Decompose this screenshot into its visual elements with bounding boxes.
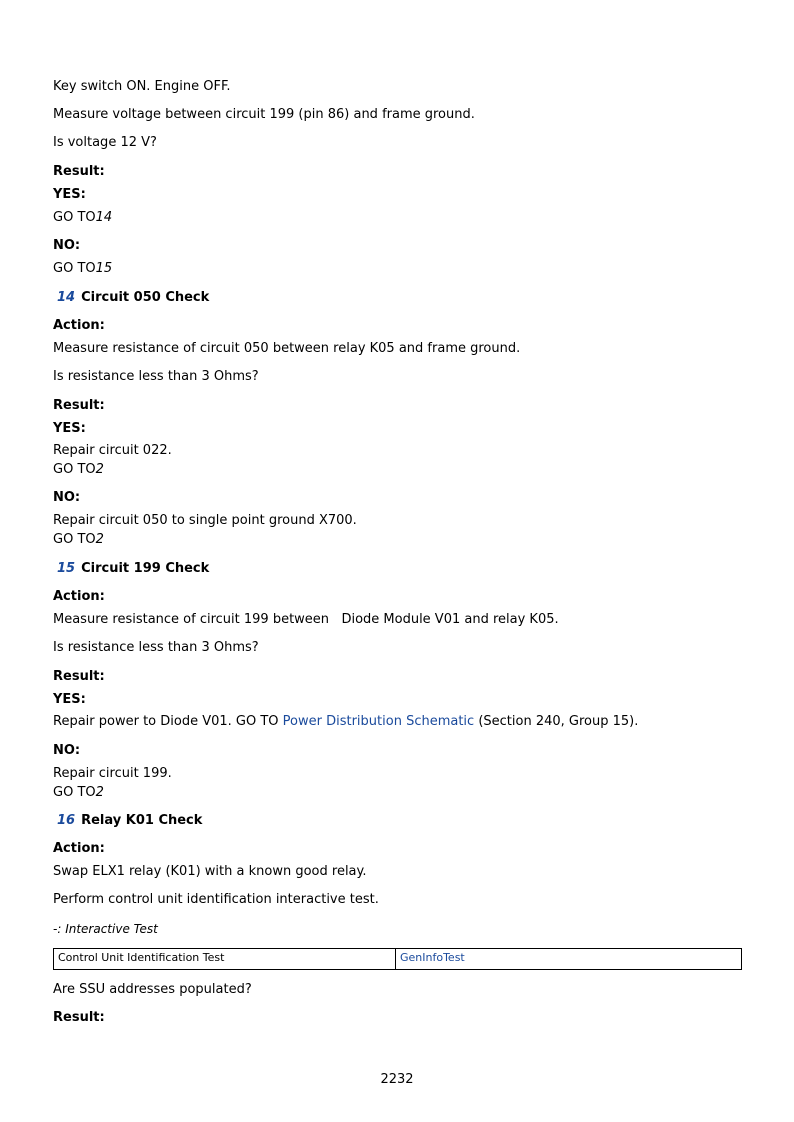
- result-heading: Result:: [53, 669, 105, 684]
- test-name-cell: Control Unit Identification Test: [54, 949, 396, 969]
- no-label: NO:: [53, 743, 81, 758]
- yes-goto: [53, 461, 104, 479]
- step-16-heading: [53, 812, 202, 830]
- action-perform-test: Perform control unit identification interactive test.: [53, 892, 379, 907]
- yes-label: YES:: [53, 187, 86, 202]
- instruction-key-switch: Key switch ON. Engine OFF.: [53, 79, 231, 94]
- yes-label: YES:: [53, 692, 86, 707]
- page-number: 2232: [380, 1072, 414, 1087]
- yes-goto: [53, 209, 112, 227]
- yes-label: YES:: [53, 421, 86, 436]
- yes-text-post: (Section 240, Group 15).: [474, 714, 639, 729]
- result-heading: Result:: [53, 164, 105, 179]
- goto-target-link[interactable]: 2: [95, 532, 104, 547]
- step-number: 16: [57, 813, 76, 828]
- step-title: Relay K01 Check: [81, 813, 203, 828]
- action-question: Is resistance less than 3 Ohms?: [53, 369, 259, 384]
- goto-target-link[interactable]: 15: [95, 261, 113, 276]
- step-15-heading: [53, 560, 209, 578]
- step-number: 14: [57, 290, 76, 305]
- no-goto: [53, 260, 112, 278]
- no-label: NO:: [53, 490, 81, 505]
- no-label: NO:: [53, 238, 81, 253]
- goto-text: GO TO: [53, 785, 96, 800]
- yes-text: [53, 713, 638, 731]
- action-heading: Action:: [53, 318, 105, 333]
- goto-text: GO TO: [53, 210, 96, 225]
- goto-target-link[interactable]: 2: [95, 785, 104, 800]
- question-voltage: Is voltage 12 V?: [53, 135, 157, 150]
- action-measure: Measure resistance of circuit 050 between relay K05 and frame ground.: [53, 341, 521, 356]
- action-heading: Action:: [53, 841, 105, 856]
- interactive-test-table: [53, 948, 742, 970]
- goto-text: GO TO: [53, 261, 96, 276]
- gen-info-test-link[interactable]: GenInfoTest: [400, 951, 465, 964]
- no-goto: [53, 784, 104, 802]
- no-text: Repair circuit 050 to single point ground X700.: [53, 513, 357, 528]
- goto-text: GO TO: [53, 462, 96, 477]
- step-14-heading: [53, 289, 209, 307]
- action-heading: Action:: [53, 589, 105, 604]
- instruction-measure-voltage: Measure voltage between circuit 199 (pin 86) and frame ground.: [53, 107, 475, 122]
- power-distribution-schematic-link[interactable]: Power Distribution Schematic: [282, 714, 475, 729]
- no-goto: [53, 531, 104, 549]
- step-number: 15: [57, 561, 76, 576]
- result-heading: Result:: [53, 1010, 105, 1025]
- action-swap-relay: Swap ELX1 relay (K01) with a known good relay.: [53, 864, 367, 879]
- yes-text-pre: Repair power to Diode V01. GO TO: [53, 714, 283, 729]
- action-measure: Measure resistance of circuit 199 between Diode Module V01 and relay K05.: [53, 612, 559, 627]
- yes-text: Repair circuit 022.: [53, 443, 172, 458]
- goto-target-link[interactable]: 2: [95, 462, 104, 477]
- interactive-test-label: -: Interactive Test: [53, 922, 158, 936]
- goto-target-link[interactable]: 14: [95, 210, 113, 225]
- no-text: Repair circuit 199.: [53, 766, 172, 781]
- step-title: Circuit 050 Check: [81, 290, 210, 305]
- action-question: Is resistance less than 3 Ohms?: [53, 640, 259, 655]
- result-heading: Result:: [53, 398, 105, 413]
- goto-text: GO TO: [53, 532, 96, 547]
- step-title: Circuit 199 Check: [81, 561, 210, 576]
- question-ssu: Are SSU addresses populated?: [53, 982, 252, 997]
